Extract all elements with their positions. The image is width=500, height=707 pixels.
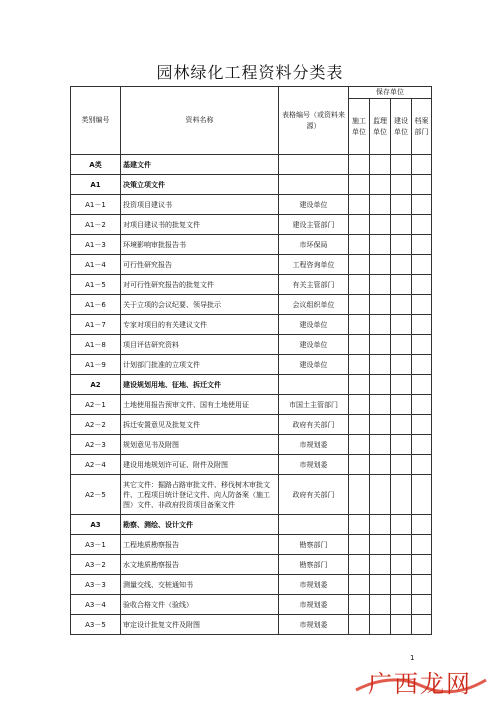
keep-cell bbox=[370, 475, 391, 515]
row-name: 建设规划用地、征地、拆迁文件 bbox=[121, 375, 279, 395]
table-row bbox=[71, 295, 432, 315]
keep-cell bbox=[412, 395, 432, 415]
keep-cell bbox=[370, 375, 391, 395]
table-row bbox=[71, 455, 432, 475]
row-code: A1－7 bbox=[71, 315, 121, 335]
keep-cell bbox=[349, 455, 370, 475]
keep-cell bbox=[391, 615, 412, 635]
row-code: A2 bbox=[71, 375, 121, 395]
keep-cell bbox=[370, 315, 391, 335]
table-row bbox=[71, 335, 432, 355]
keep-cell bbox=[412, 155, 432, 175]
header-name: 资料名称 bbox=[121, 87, 279, 155]
row-name: 可行性研究报告 bbox=[121, 255, 279, 275]
keep-cell bbox=[391, 255, 412, 275]
keep-cell bbox=[412, 215, 432, 235]
keep-cell bbox=[391, 335, 412, 355]
row-name: 水文地质勘察报告 bbox=[121, 555, 279, 575]
row-source: 勘察部门 bbox=[279, 555, 349, 575]
row-name: 投资项目建议书 bbox=[121, 195, 279, 215]
table-row bbox=[71, 435, 432, 455]
row-code: A1－2 bbox=[71, 215, 121, 235]
row-source: 勘察部门 bbox=[279, 535, 349, 555]
keep-cell bbox=[370, 235, 391, 255]
keep-cell bbox=[349, 155, 370, 175]
table-row bbox=[71, 595, 432, 615]
keep-cell bbox=[370, 535, 391, 555]
header-keep-archive: 档案部门 bbox=[412, 99, 432, 155]
keep-cell bbox=[370, 175, 391, 195]
keep-cell bbox=[349, 515, 370, 535]
keep-cell bbox=[412, 615, 432, 635]
row-name: 拆迁安置意见及批复文件 bbox=[121, 415, 279, 435]
keep-cell bbox=[391, 315, 412, 335]
keep-cell bbox=[391, 455, 412, 475]
keep-cell bbox=[391, 235, 412, 255]
table-row bbox=[71, 615, 432, 635]
table-row bbox=[71, 575, 432, 595]
row-source bbox=[279, 175, 349, 195]
keep-cell bbox=[349, 315, 370, 335]
row-name: 其它文件：掘路占路审批文件、移伐树木审批文件、工程项目统计登记文件、向人防备案（施工图）文件、非政府投资项目备案文件 bbox=[121, 475, 279, 515]
keep-cell bbox=[412, 555, 432, 575]
row-source: 市环保局 bbox=[279, 235, 349, 255]
row-name: 勘察、测绘、设计文件 bbox=[121, 515, 279, 535]
keep-cell bbox=[349, 555, 370, 575]
keep-cell bbox=[349, 375, 370, 395]
row-code: A3－3 bbox=[71, 575, 121, 595]
keep-cell bbox=[370, 455, 391, 475]
table-body bbox=[71, 155, 432, 635]
keep-cell bbox=[349, 275, 370, 295]
row-source: 市规划委 bbox=[279, 595, 349, 615]
row-code: A1－6 bbox=[71, 295, 121, 315]
row-source: 市规划委 bbox=[279, 575, 349, 595]
keep-cell bbox=[412, 315, 432, 335]
keep-cell bbox=[349, 235, 370, 255]
table-row bbox=[71, 315, 432, 335]
keep-cell bbox=[412, 575, 432, 595]
header-keep-supervision: 监理单位 bbox=[370, 99, 391, 155]
keep-cell bbox=[412, 335, 432, 355]
table-row bbox=[71, 195, 432, 215]
header-form: 表格编号（或资料来源） bbox=[279, 87, 349, 155]
keep-cell bbox=[370, 255, 391, 275]
table-row bbox=[71, 555, 432, 575]
keep-cell bbox=[349, 575, 370, 595]
keep-cell bbox=[370, 155, 391, 175]
keep-cell bbox=[349, 435, 370, 455]
keep-cell bbox=[391, 535, 412, 555]
keep-cell bbox=[412, 275, 432, 295]
keep-cell bbox=[349, 175, 370, 195]
row-source bbox=[279, 375, 349, 395]
row-code: A2－5 bbox=[71, 475, 121, 515]
row-source bbox=[279, 515, 349, 535]
keep-cell bbox=[412, 235, 432, 255]
table-row bbox=[71, 535, 432, 555]
row-code: A2－1 bbox=[71, 395, 121, 415]
keep-cell bbox=[412, 595, 432, 615]
keep-cell bbox=[412, 375, 432, 395]
header-keep-construction: 施工单位 bbox=[349, 99, 370, 155]
row-code: A3 bbox=[71, 515, 121, 535]
keep-cell bbox=[391, 175, 412, 195]
keep-cell bbox=[349, 595, 370, 615]
row-source: 市规划委 bbox=[279, 435, 349, 455]
category-row bbox=[71, 515, 432, 535]
keep-cell bbox=[412, 475, 432, 515]
keep-cell bbox=[412, 455, 432, 475]
keep-cell bbox=[370, 335, 391, 355]
keep-cell bbox=[391, 275, 412, 295]
document-title: 园林绿化工程资料分类表 bbox=[156, 63, 344, 82]
row-source: 会议组织单位 bbox=[279, 295, 349, 315]
row-source: 有关主管部门 bbox=[279, 275, 349, 295]
table-row bbox=[71, 415, 432, 435]
row-source: 建设单位 bbox=[279, 315, 349, 335]
keep-cell bbox=[412, 175, 432, 195]
keep-cell bbox=[412, 195, 432, 215]
keep-cell bbox=[349, 355, 370, 375]
keep-cell bbox=[370, 435, 391, 455]
keep-cell bbox=[391, 555, 412, 575]
keep-cell bbox=[391, 355, 412, 375]
keep-cell bbox=[370, 515, 391, 535]
row-code: A2－4 bbox=[71, 455, 121, 475]
watermark-text: 广西龙网 bbox=[368, 670, 472, 698]
keep-cell bbox=[391, 155, 412, 175]
keep-cell bbox=[391, 295, 412, 315]
row-source: 建设单位 bbox=[279, 195, 349, 215]
keep-cell bbox=[370, 355, 391, 375]
keep-cell bbox=[349, 415, 370, 435]
watermark bbox=[352, 660, 492, 700]
row-code: A类 bbox=[71, 155, 121, 175]
keep-cell bbox=[412, 255, 432, 275]
keep-cell bbox=[349, 195, 370, 215]
keep-cell bbox=[391, 215, 412, 235]
row-source: 政府有关部门 bbox=[279, 475, 349, 515]
keep-cell bbox=[412, 295, 432, 315]
category-row bbox=[71, 155, 432, 175]
row-name: 规划意见书及附图 bbox=[121, 435, 279, 455]
row-name: 专家对项目的有关建议文件 bbox=[121, 315, 279, 335]
row-name: 项目评估研究资料 bbox=[121, 335, 279, 355]
row-code: A1－5 bbox=[71, 275, 121, 295]
keep-cell bbox=[349, 215, 370, 235]
row-name: 计划部门批准的立项文件 bbox=[121, 355, 279, 375]
keep-cell bbox=[412, 415, 432, 435]
keep-cell bbox=[349, 475, 370, 515]
keep-cell bbox=[349, 255, 370, 275]
row-source: 建设主管部门 bbox=[279, 215, 349, 235]
keep-cell bbox=[370, 595, 391, 615]
row-source: 政府有关部门 bbox=[279, 415, 349, 435]
page-number: 1 bbox=[410, 654, 415, 662]
header-keep-owner: 建设单位 bbox=[391, 99, 412, 155]
row-name: 测量交线、交桩通知书 bbox=[121, 575, 279, 595]
row-code: A3－4 bbox=[71, 595, 121, 615]
keep-cell bbox=[412, 535, 432, 555]
table-row bbox=[71, 395, 432, 415]
keep-cell bbox=[391, 475, 412, 515]
row-name: 对项目建议书的批复文件 bbox=[121, 215, 279, 235]
row-code: A1－4 bbox=[71, 255, 121, 275]
row-source: 建设单位 bbox=[279, 355, 349, 375]
keep-cell bbox=[370, 615, 391, 635]
keep-cell bbox=[370, 415, 391, 435]
keep-cell bbox=[370, 295, 391, 315]
row-code: A2－3 bbox=[71, 435, 121, 455]
table-row bbox=[71, 215, 432, 235]
keep-cell bbox=[349, 395, 370, 415]
keep-cell bbox=[391, 415, 412, 435]
table-row bbox=[71, 475, 432, 515]
keep-cell bbox=[370, 275, 391, 295]
row-code: A1－1 bbox=[71, 195, 121, 215]
keep-cell bbox=[412, 515, 432, 535]
row-name: 对可行性研究报告的批复文件 bbox=[121, 275, 279, 295]
row-name: 工程地质勘察报告 bbox=[121, 535, 279, 555]
row-code: A1－9 bbox=[71, 355, 121, 375]
row-name: 建设用地规划许可证、附件及附图 bbox=[121, 455, 279, 475]
row-name: 决策立项文件 bbox=[121, 175, 279, 195]
keep-cell bbox=[391, 575, 412, 595]
keep-cell bbox=[349, 335, 370, 355]
keep-cell bbox=[349, 615, 370, 635]
keep-cell bbox=[412, 435, 432, 455]
row-code: A2－2 bbox=[71, 415, 121, 435]
table-row bbox=[71, 255, 432, 275]
keep-cell bbox=[412, 355, 432, 375]
keep-cell bbox=[391, 595, 412, 615]
keep-cell bbox=[370, 555, 391, 575]
header-keep: 保存单位 bbox=[349, 87, 432, 99]
table-row bbox=[71, 355, 432, 375]
row-source: 市规划委 bbox=[279, 615, 349, 635]
keep-cell bbox=[370, 195, 391, 215]
row-name: 审定设计批复文件及附图 bbox=[121, 615, 279, 635]
row-name: 关于立项的会议纪要、领导批示 bbox=[121, 295, 279, 315]
row-name: 环境影响审批报告书 bbox=[121, 235, 279, 255]
keep-cell bbox=[349, 295, 370, 315]
keep-cell bbox=[391, 195, 412, 215]
row-code: A3－1 bbox=[71, 535, 121, 555]
keep-cell bbox=[370, 215, 391, 235]
keep-cell bbox=[391, 515, 412, 535]
classification-table bbox=[70, 86, 432, 635]
row-source: 市国土主管部门 bbox=[279, 395, 349, 415]
row-source: 市规划委 bbox=[279, 455, 349, 475]
table-row bbox=[71, 235, 432, 255]
row-source: 建设单位 bbox=[279, 335, 349, 355]
row-name: 基建文件 bbox=[121, 155, 279, 175]
category-row bbox=[71, 175, 432, 195]
row-name: 土地使用报告预审文件、国有土地使用证 bbox=[121, 395, 279, 415]
row-code: A1－8 bbox=[71, 335, 121, 355]
row-code: A1 bbox=[71, 175, 121, 195]
keep-cell bbox=[370, 575, 391, 595]
row-source: 工程咨询单位 bbox=[279, 255, 349, 275]
table-row bbox=[71, 275, 432, 295]
keep-cell bbox=[349, 535, 370, 555]
keep-cell bbox=[391, 435, 412, 455]
header-category: 类别编号 bbox=[71, 87, 121, 155]
keep-cell bbox=[370, 395, 391, 415]
category-row bbox=[71, 375, 432, 395]
row-code: A3－5 bbox=[71, 615, 121, 635]
row-source bbox=[279, 155, 349, 175]
keep-cell bbox=[391, 375, 412, 395]
keep-cell bbox=[391, 395, 412, 415]
row-code: A1－3 bbox=[71, 235, 121, 255]
row-code: A3－2 bbox=[71, 555, 121, 575]
row-name: 验收合格文件（验线） bbox=[121, 595, 279, 615]
